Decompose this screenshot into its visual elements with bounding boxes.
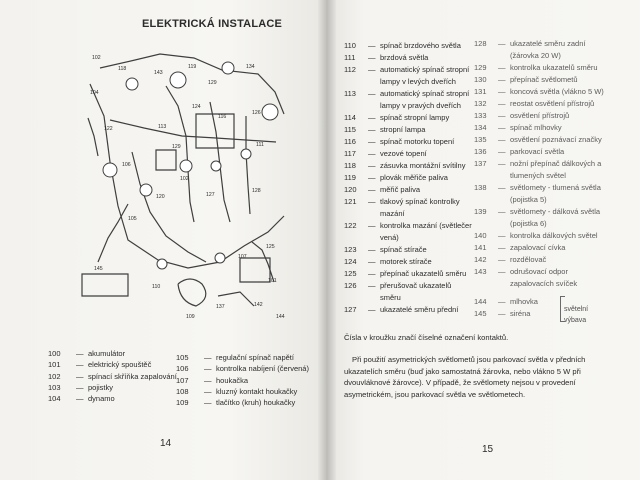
diagram-label: 127 <box>206 192 215 198</box>
diagram-label: 109 <box>186 314 195 320</box>
entry-dash: — <box>368 89 376 98</box>
diagram-label: 124 <box>192 104 201 110</box>
entry-dash: — <box>498 207 506 216</box>
entry-dash: — <box>498 147 506 156</box>
entry-number: 142 <box>474 255 487 264</box>
diagram-label: 105 <box>128 216 137 222</box>
legend-number: 101 <box>48 360 61 370</box>
diagram-label: 110 <box>152 284 161 290</box>
entry-dash: — <box>498 183 506 192</box>
diagram-label: 118 <box>118 66 127 72</box>
entry-text: ukazatelé směru zadní (žárovka 20 W) <box>510 39 586 60</box>
legend-number: 104 <box>48 394 61 404</box>
entry-text: kontrolka ukazatelů směru <box>510 63 598 72</box>
entry-dash: — <box>368 221 376 230</box>
entry-111 <box>344 52 472 64</box>
legend-dash: — <box>204 375 212 385</box>
legend-text: dynamo <box>88 394 115 404</box>
entry-text: brzdová světla <box>380 53 429 62</box>
legend-dash: — <box>204 386 212 396</box>
entry-text: měřič paliva <box>380 185 421 194</box>
diagram-label: 142 <box>254 302 263 308</box>
entry-dash: — <box>498 243 506 252</box>
diagram-label: 125 <box>266 244 275 250</box>
bracket-label: světelní výbava <box>564 306 589 325</box>
entry-text: stropní lampa <box>380 125 426 134</box>
entry-number: 115 <box>344 125 356 134</box>
legend-text: tlačítko (kruh) houkačky <box>216 398 296 408</box>
legend-dash: — <box>76 349 84 358</box>
diagram-label: 145 <box>94 266 103 272</box>
entry-number: 118 <box>344 161 356 170</box>
entry-text: osvětlení poznávací značky <box>510 135 602 144</box>
entry-text: přepínač ukazatelů směru <box>380 269 467 278</box>
entry-121 <box>344 196 472 220</box>
legend-row <box>48 371 177 382</box>
entry-text: přerušovač ukazatelů směru <box>380 281 452 302</box>
bracket-mark <box>560 296 565 322</box>
entry-dash: — <box>368 257 376 266</box>
entry-text: rozdělovač <box>510 255 547 264</box>
entry-text: spínač stropní lampy <box>380 113 450 122</box>
entry-text: automatický spínač stropní lampy v levých dveřích <box>380 65 470 86</box>
legend-row <box>176 397 309 408</box>
legend-number: 103 <box>48 382 61 392</box>
legend-dash: — <box>204 353 212 362</box>
legend-text: regulační spínač napětí <box>216 353 294 362</box>
legend-number: 109 <box>176 398 189 408</box>
entry-text: parkovací světla <box>510 147 565 156</box>
entry-dash: — <box>368 185 376 194</box>
entry-120 <box>344 184 472 196</box>
entry-125 <box>344 268 472 280</box>
legend-text: kontrolka nabíjení (červená) <box>216 364 309 374</box>
entry-number: 125 <box>344 269 357 278</box>
diagram-label: 111 <box>256 142 264 148</box>
wiring-diagram <box>70 44 300 326</box>
diagram-label: 122 <box>104 126 113 132</box>
entry-number: 144 <box>474 297 487 306</box>
entry-number: 140 <box>474 231 487 240</box>
entry-number: 138 <box>474 183 487 192</box>
diagram-label: 102 <box>180 176 189 182</box>
legend-number: 102 <box>48 371 61 381</box>
diagram-label: 113 <box>158 124 167 130</box>
page-number-left: 14 <box>160 438 172 449</box>
entry-text: reostat osvětlení přístrojů <box>510 99 595 108</box>
entry-113 <box>344 88 472 112</box>
legend-row <box>48 348 177 359</box>
entry-118 <box>344 160 472 172</box>
entry-128 <box>474 38 610 62</box>
diagram-label: 102 <box>92 55 101 61</box>
entry-text: ukazatelé směru přední <box>380 305 459 314</box>
right-page-note <box>344 332 600 411</box>
entry-136 <box>474 146 610 158</box>
entry-dash: — <box>498 267 506 276</box>
entry-114 <box>344 112 472 124</box>
entry-dash: — <box>368 281 376 290</box>
entry-dash: — <box>498 39 506 48</box>
entry-126 <box>344 280 472 304</box>
entry-119 <box>344 172 472 184</box>
entry-dash: — <box>498 309 506 318</box>
diagram-label: 107 <box>238 254 247 260</box>
diagram-label: 101 <box>268 278 277 284</box>
entry-number: 139 <box>474 207 487 216</box>
entry-dash: — <box>498 297 506 306</box>
entry-dash: — <box>498 255 506 264</box>
entry-dash: — <box>498 135 506 144</box>
diagram-label: 104 <box>90 90 99 96</box>
entry-text: přepínač světlometů <box>510 75 578 84</box>
legend-row <box>48 382 177 393</box>
entry-number: 122 <box>344 221 357 230</box>
entry-text: plovák měřiče paliva <box>380 173 448 182</box>
diagram-label: 106 <box>122 162 131 168</box>
entry-number: 112 <box>344 65 356 74</box>
entry-text: světlomety - dálková světla (pojistka 6) <box>510 207 601 228</box>
entry-139 <box>474 206 610 230</box>
entry-number: 120 <box>344 185 357 194</box>
entry-number: 128 <box>474 39 487 48</box>
entry-number: 113 <box>344 89 356 98</box>
entry-dash: — <box>368 197 376 206</box>
legend-row <box>176 363 309 374</box>
right-column-a <box>344 40 472 316</box>
entry-133 <box>474 110 610 122</box>
entry-number: 119 <box>344 173 356 182</box>
legend-row <box>48 393 177 404</box>
entry-140 <box>474 230 610 242</box>
legend-text: kluzný kontakt houkačky <box>216 386 298 396</box>
entry-number: 126 <box>344 281 357 290</box>
entry-text: motorek stírače <box>380 257 432 266</box>
entry-123 <box>344 244 472 256</box>
legend-number: 108 <box>176 386 189 396</box>
entry-dash: — <box>498 99 506 108</box>
legend-text: pojistky <box>88 382 114 392</box>
entry-number: 136 <box>474 147 487 156</box>
entry-141 <box>474 242 610 254</box>
entry-dash: — <box>498 63 506 72</box>
diagram-label: 134 <box>246 64 255 70</box>
entry-129 <box>474 62 610 74</box>
entry-text: kontrolka mazání (světlečer vená) <box>380 221 472 242</box>
legend-dash: — <box>76 382 84 392</box>
left-legend-a <box>48 348 177 404</box>
entry-text: zásuvka montážní svítilny <box>380 161 466 170</box>
entry-127 <box>344 304 472 316</box>
legend-text: spínací skříňka zapalování <box>88 371 177 381</box>
entry-number: 121 <box>344 197 357 206</box>
entry-142 <box>474 254 610 266</box>
entry-dash: — <box>368 53 376 62</box>
entry-143 <box>474 266 610 290</box>
entry-134 <box>474 122 610 134</box>
entry-122 <box>344 220 472 244</box>
entry-text: automatický spínač stropní lampy v pravých dveřích <box>380 89 470 110</box>
entry-number: 134 <box>474 123 487 132</box>
entry-number: 123 <box>344 245 357 254</box>
entry-124 <box>344 256 472 268</box>
entry-dash: — <box>368 125 376 134</box>
entry-135 <box>474 134 610 146</box>
entry-text: spínač motorku topení <box>380 137 455 146</box>
entry-number: 145 <box>474 309 487 318</box>
legend-row <box>48 359 177 370</box>
entry-115 <box>344 124 472 136</box>
entry-dash: — <box>498 123 506 132</box>
legend-dash: — <box>204 398 212 408</box>
entry-dash: — <box>368 305 376 314</box>
entry-131 <box>474 86 610 98</box>
entry-dash: — <box>368 41 376 50</box>
diagram-label: 116 <box>218 114 227 120</box>
entry-132 <box>474 98 610 110</box>
entry-number: 124 <box>344 257 357 266</box>
entry-text: kontrolka dálkových světel <box>510 231 598 240</box>
entry-text: tlakový spínač kontrolky mazání <box>380 197 460 218</box>
entry-dash: — <box>498 231 506 240</box>
entry-number: 117 <box>344 149 356 158</box>
entry-138 <box>474 182 610 206</box>
entry-dash: — <box>368 161 376 170</box>
legend-dash: — <box>76 394 84 404</box>
entry-number: 110 <box>344 41 356 50</box>
entry-dash: — <box>498 75 506 84</box>
left-legend-b <box>176 352 309 408</box>
diagram-label: 128 <box>252 188 261 194</box>
entry-dash: — <box>368 245 376 254</box>
diagram-label: 126 <box>252 110 261 116</box>
entry-text: koncová světla (vlákno 5 W) <box>510 87 604 96</box>
entry-text: nožní přepínač dálkových a tlumených světel <box>510 159 602 180</box>
entry-number: 141 <box>474 243 487 252</box>
entry-text: vezové topení <box>380 149 427 158</box>
entry-112 <box>344 64 472 88</box>
entry-110 <box>344 40 472 52</box>
entry-dash: — <box>368 149 376 158</box>
entry-dash: — <box>368 173 376 182</box>
entry-text: světlomety - tlumená světla (pojistka 5) <box>510 183 601 204</box>
legend-dash: — <box>76 360 84 370</box>
page-title: ELEKTRICKÁ INSTALACE <box>142 18 283 30</box>
entry-137 <box>474 158 610 182</box>
legend-number: 107 <box>176 375 189 385</box>
diagram-label: 120 <box>156 194 165 200</box>
note-1: Čísla v kroužku značí číselné označení kontaktů. <box>344 333 509 342</box>
entry-text: spínač brzdového světla <box>380 41 461 50</box>
legend-dash: — <box>204 364 212 374</box>
entry-text: zapalovací cívka <box>510 243 566 252</box>
diagram-label: 119 <box>188 64 197 70</box>
diagram-label: 143 <box>154 70 163 76</box>
diagram-label: 129 <box>208 80 217 86</box>
note-2: Při použití asymetrických světlometů jsou parkovací světla v předních ukazatelích směru (buď jako samostatná žárovka, nebo vlákno 5 W při dvouvláknové žárovce). V případě, že světlomety nejsou v provedení asymetrickém, jsou parkovací světla ve světlometech. <box>344 354 586 400</box>
entry-text: spínač mlhovky <box>510 123 562 132</box>
entry-number: 130 <box>474 75 487 84</box>
legend-text: houkačka <box>216 375 249 385</box>
legend-number: 105 <box>176 353 189 362</box>
entry-number: 129 <box>474 63 487 72</box>
entry-dash: — <box>498 111 506 120</box>
entry-text: mlhovka <box>510 297 538 306</box>
page-number-right: 15 <box>482 444 494 455</box>
entry-text: osvětlení přístrojů <box>510 111 570 120</box>
entry-dash: — <box>368 137 376 146</box>
entry-dash: — <box>368 269 376 278</box>
entry-number: 116 <box>344 137 356 146</box>
entry-number: 132 <box>474 99 487 108</box>
entry-number: 111 <box>344 53 356 62</box>
legend-number: 106 <box>176 364 189 374</box>
entry-number: 133 <box>474 111 487 120</box>
diagram-label: 137 <box>216 304 225 310</box>
right-column-b <box>474 38 610 325</box>
legend-dash: — <box>76 371 84 381</box>
entry-dash: — <box>498 87 506 96</box>
legend-row <box>176 375 309 386</box>
entry-number: 137 <box>474 159 487 168</box>
entry-116 <box>344 136 472 148</box>
entry-text: odrušovací odpor zapalovacích svíček <box>510 267 578 288</box>
legend-number: 100 <box>48 349 61 358</box>
entry-117 <box>344 148 472 160</box>
entry-number: 127 <box>344 305 357 314</box>
book-gutter <box>318 0 336 480</box>
legend-row <box>176 352 309 363</box>
entry-number: 135 <box>474 135 487 144</box>
legend-text: elektrický spouštěč <box>88 360 152 370</box>
entry-dash: — <box>368 113 376 122</box>
diagram-label: 144 <box>276 314 285 320</box>
entry-dash: — <box>368 65 376 74</box>
entry-number: 114 <box>344 113 356 122</box>
legend-text: akumulátor <box>88 349 126 358</box>
entry-number: 131 <box>474 87 487 96</box>
legend-row <box>176 386 309 397</box>
entry-number: 143 <box>474 267 487 276</box>
entry-dash: — <box>498 159 506 168</box>
entry-130 <box>474 74 610 86</box>
diagram-label: 129 <box>172 144 181 150</box>
entry-text: spínač stírače <box>380 245 427 254</box>
entry-text: siréna <box>510 309 531 318</box>
